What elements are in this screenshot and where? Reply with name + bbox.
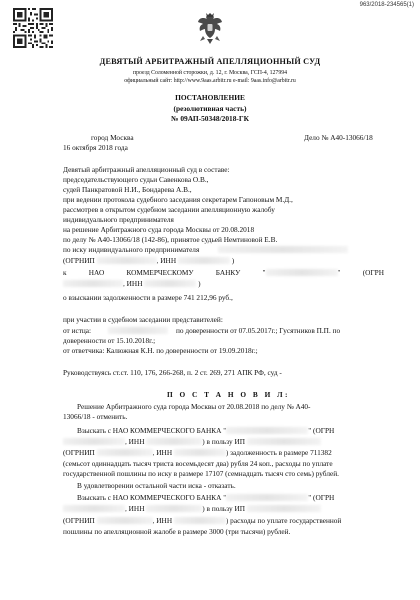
body-line: по доверенности от 07.05.2017г.; Гусятников П.П. по <box>176 326 341 335</box>
body-line: судей Панкратовой Н.И., Бондарева А.В., <box>63 185 192 194</box>
city: город Москва <box>91 133 134 142</box>
redacted-text <box>247 505 321 512</box>
body-line: Девятый арбитражный апелляционный суд в составе: <box>63 165 230 174</box>
body-line: по делу № А40-13066/18 (142-86), принятое судьей Немтиновой Е.В. <box>63 235 278 244</box>
body-line: от истца: <box>63 326 92 335</box>
body-line: индивидуального предпринимателя <box>63 215 174 224</box>
resolution-line: В удовлетворении остальной части иска - отказать. <box>77 481 236 490</box>
court-contacts: официальный сайт: http://www.9aas.arbitr.ru e-mail: 9aas.info@arbitr.ru <box>124 78 296 84</box>
resolution-title: П О С Т А Н О В И Л: <box>167 390 290 399</box>
resolution-line: (ОГРНИП , ИНН ) задолженность в размере 711382 <box>63 448 332 457</box>
redacted-text <box>63 438 125 445</box>
redacted-text <box>144 280 196 287</box>
body-line: Руководствуясь ст.ст. 110, 176, 266-268, п. 2 ст. 269, 271 АПК РФ, суд - <box>63 368 282 377</box>
body-line: доверенности от 15.10.2018г.; <box>63 336 156 345</box>
redacted-text <box>146 438 202 445</box>
redacted-text <box>178 257 230 264</box>
case-number: Дело № А40-13066/18 <box>304 133 373 142</box>
redacted-text <box>174 517 226 524</box>
resolution-line: Взыскать с НАО КОММЕРЧЕСКОГО БАНКА " " (ОГРН <box>77 426 335 435</box>
body-line: о взыскании задолженности в размере 741 212,96 руб., <box>63 293 233 302</box>
body-line: (ОГРНИП , ИНН ) <box>63 256 235 265</box>
coat-of-arms-icon <box>196 12 224 46</box>
court-name: ДЕВЯТЫЙ АРБИТРАЖНЫЙ АПЕЛЛЯЦИОННЫЙ СУД <box>99 57 321 66</box>
document-number: № 09АП-50348/2018-ГК <box>171 114 249 123</box>
body-line: при участии в судебном заседании представителей: <box>63 315 223 324</box>
resolution-line: (ОГРНИП , ИНН ) расходы по уплате государственной <box>63 516 342 525</box>
resolution-line: пошлины по апелляционной жалобе в размере 3000 (три тысячи) рублей. <box>63 527 291 536</box>
redacted-text <box>146 505 202 512</box>
resolution-line: государственной пошлины по иску в размере 17107 (семнадцать тысяч сто семь) рублей. <box>63 469 339 478</box>
redacted-text <box>226 427 308 434</box>
redacted-text <box>63 505 125 512</box>
qr-code-icon <box>13 8 53 48</box>
redacted-text <box>97 517 153 524</box>
body-line: при ведении протокола судебного заседания секретарем Гапоновым М.Д., <box>63 195 293 204</box>
document-title: ПОСТАНОВЛЕНИЕ <box>175 93 245 102</box>
resolution-line: Взыскать с НАО КОММЕРЧЕСКОГО БАНКА " " (ОГРН <box>77 493 335 502</box>
redacted-text <box>266 269 338 276</box>
body-line: к НАО КОММЕРЧЕСКОМУ БАНКУ " " (ОГРН <box>63 268 384 277</box>
body-line: на решение Арбитражного суда города Москвы от 20.08.2018 <box>63 225 255 234</box>
resolution-line: 13066/18 - отменить. <box>63 412 128 421</box>
redacted-text <box>63 280 123 287</box>
body-line: рассмотрев в открытом судебном заседании апелляционную жалобу <box>63 205 275 214</box>
body-line: от ответчика: Калюжная К.Н. по доверенности от 19.09.2018г.; <box>63 346 258 355</box>
document-subtitle: (резолютивная часть) <box>173 104 247 113</box>
redacted-text <box>97 257 157 264</box>
redacted-text <box>226 494 308 501</box>
redacted-text <box>218 246 348 253</box>
resolution-line: , ИНН ) в пользу ИП <box>63 504 321 513</box>
redacted-text <box>108 327 168 334</box>
resolution-line: Решение Арбитражного суда города Москвы от 20.08.2018 по делу № А40- <box>77 402 311 411</box>
body-line: по иску индивидуального предпринимателя <box>63 245 200 254</box>
redacted-text <box>97 449 153 456</box>
decision-date: 16 октября 2018 года <box>63 143 128 152</box>
court-address: проезд Соломенной сторожки, д. 12, г. Москва, ГСП-4, 127994 <box>132 70 288 76</box>
redacted-text <box>247 438 321 445</box>
redacted-text <box>174 449 226 456</box>
resolution-line: , ИНН ) в пользу ИП <box>63 437 321 446</box>
document-id: 963/2018-234565(1) <box>359 2 414 8</box>
body-line: , ИНН ) <box>63 279 201 288</box>
body-line: председательствующего судьи Савенкова О.В., <box>63 175 209 184</box>
resolution-line: (семьсот одиннадцать тысяч триста восемьдесят два) рубля 24 коп., расходы по уплате <box>63 459 333 468</box>
